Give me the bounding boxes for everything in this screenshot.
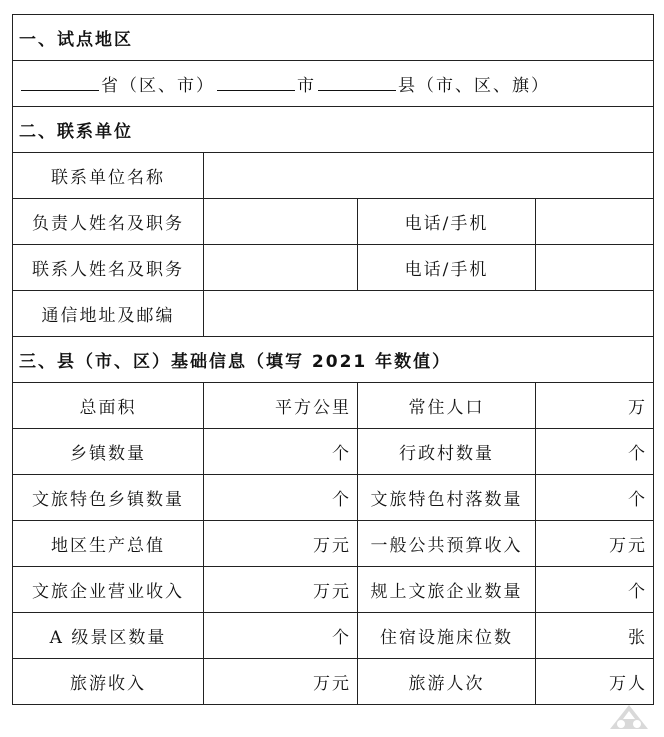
- section3-title: 三、县（市、区）基础信息（填写 2021 年数值）: [13, 337, 654, 383]
- info-row: [13, 567, 654, 613]
- org-name-row: [13, 153, 654, 199]
- info-right-label: 住宿设施床位数: [358, 613, 536, 659]
- info-right-value-field[interactable]: 万: [536, 383, 654, 429]
- address-field[interactable]: [204, 291, 654, 337]
- info-right-label: 一般公共预算收入: [358, 521, 536, 567]
- info-left-value-field[interactable]: 个: [204, 475, 358, 521]
- info-row: [13, 383, 654, 429]
- info-left-label: 乡镇数量: [13, 429, 204, 475]
- info-right-label: 行政村数量: [358, 429, 536, 475]
- city-blank[interactable]: [217, 89, 295, 91]
- leader-phone-field[interactable]: [536, 199, 654, 245]
- info-row: [13, 475, 654, 521]
- info-right-label: 文旅特色村落数量: [358, 475, 536, 521]
- leader-label: 负责人姓名及职务: [13, 199, 204, 245]
- leader-field[interactable]: [204, 199, 358, 245]
- info-row: [13, 613, 654, 659]
- org-name-label: 联系单位名称: [13, 153, 204, 199]
- address-row: [13, 291, 654, 337]
- application-form-table: [12, 14, 654, 705]
- info-right-value-field[interactable]: 张: [536, 613, 654, 659]
- section3-header-row: [13, 337, 654, 383]
- info-left-label: A 级景区数量: [13, 613, 204, 659]
- info-left-value-field[interactable]: 平方公里: [204, 383, 358, 429]
- info-right-value-field[interactable]: 万人: [536, 659, 654, 705]
- region-row: [13, 61, 654, 107]
- info-left-label: 地区生产总值: [13, 521, 204, 567]
- info-left-label: 旅游收入: [13, 659, 204, 705]
- section1-header-row: [13, 15, 654, 61]
- org-name-field[interactable]: [204, 153, 654, 199]
- info-left-label: 文旅企业营业收入: [13, 567, 204, 613]
- section2-title: 二、联系单位: [13, 107, 654, 153]
- section1-title: 一、试点地区: [13, 15, 654, 61]
- info-right-value-field[interactable]: 个: [536, 567, 654, 613]
- info-left-value-field[interactable]: 个: [204, 429, 358, 475]
- leader-phone-label: 电话/手机: [358, 199, 536, 245]
- info-right-value-field[interactable]: 个: [536, 429, 654, 475]
- info-right-label: 旅游人次: [358, 659, 536, 705]
- info-right-value-field[interactable]: 个: [536, 475, 654, 521]
- leader-row: [13, 199, 654, 245]
- province-suffix: 省（区、市）: [101, 76, 215, 96]
- info-left-label: 总面积: [13, 383, 204, 429]
- address-label: 通信地址及邮编: [13, 291, 204, 337]
- contact-label: 联系人姓名及职务: [13, 245, 204, 291]
- city-suffix: 市: [297, 76, 316, 96]
- info-left-value-field[interactable]: 万元: [204, 567, 358, 613]
- county-suffix: 县（市、区、旗）: [398, 76, 550, 96]
- county-blank[interactable]: [318, 89, 396, 91]
- info-right-value-field[interactable]: 万元: [536, 521, 654, 567]
- info-left-value-field[interactable]: 万元: [204, 659, 358, 705]
- info-row: [13, 521, 654, 567]
- info-left-value-field[interactable]: 万元: [204, 521, 358, 567]
- info-left-value-field[interactable]: 个: [204, 613, 358, 659]
- info-right-label: 常住人口: [358, 383, 536, 429]
- province-blank[interactable]: [21, 89, 99, 91]
- contact-phone-field[interactable]: [536, 245, 654, 291]
- info-row: [13, 429, 654, 475]
- region-fill-line: [13, 61, 654, 107]
- contact-phone-label: 电话/手机: [358, 245, 536, 291]
- watermark-logo-icon: [608, 703, 650, 731]
- info-row: [13, 659, 654, 705]
- info-right-label: 规上文旅企业数量: [358, 567, 536, 613]
- section2-header-row: [13, 107, 654, 153]
- contact-row: [13, 245, 654, 291]
- contact-field[interactable]: [204, 245, 358, 291]
- info-left-label: 文旅特色乡镇数量: [13, 475, 204, 521]
